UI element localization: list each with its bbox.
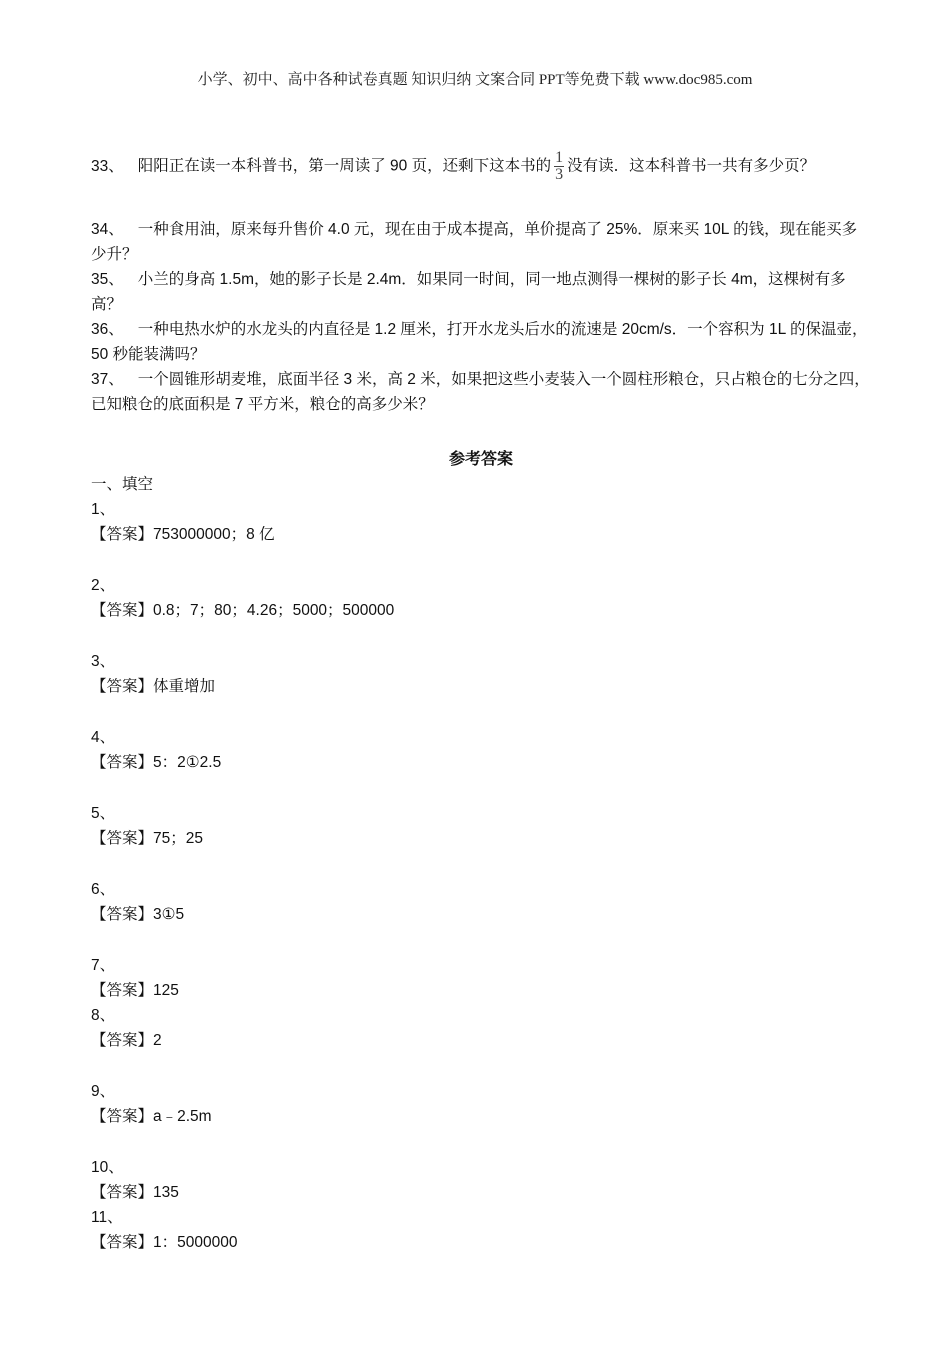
answer-text: 【答案】75；25 bbox=[91, 830, 203, 847]
answers-title: 参考答案 bbox=[448, 451, 513, 468]
answer-text: 【答案】753000000；8 亿 bbox=[91, 526, 275, 543]
document-body bbox=[91, 140, 871, 1255]
answer-number: 11、 bbox=[91, 1209, 123, 1226]
question-number: 37、 bbox=[91, 371, 124, 388]
question-number: 35、 bbox=[91, 271, 124, 288]
answer-number: 2、 bbox=[91, 577, 116, 594]
answer-number: 8、 bbox=[91, 1007, 116, 1024]
question-number: 34、 bbox=[91, 221, 124, 238]
answer-text: 【答案】135 bbox=[91, 1184, 179, 1201]
answer-number: 6、 bbox=[91, 881, 116, 898]
answer-number: 10、 bbox=[91, 1159, 124, 1176]
question-35 bbox=[91, 267, 871, 317]
question-text: 小兰的身高 1.5m，她的影子长是 2.4m．如果同一时间，同一地点测得一棵树的影子长 4m，这棵树有多高？ bbox=[91, 271, 846, 313]
answer-text: 【答案】5：2①2.5 bbox=[91, 754, 222, 771]
answer-10 bbox=[91, 1155, 871, 1205]
answer-number: 4、 bbox=[91, 729, 116, 746]
answer-text: 【答案】2 bbox=[91, 1032, 162, 1049]
section-heading: 一、填空 bbox=[91, 476, 154, 493]
answer-5 bbox=[91, 801, 871, 851]
answer-11 bbox=[91, 1205, 871, 1255]
answer-number: 1、 bbox=[91, 501, 116, 518]
answer-text: 【答案】a﹣2.5m bbox=[91, 1108, 212, 1125]
answer-text: 【答案】0.8；7；80；4.26；5000；500000 bbox=[91, 602, 395, 619]
question-text: 一个圆锥形胡麦堆，底面半径 3 米，高 2 米，如果把这些小麦装入一个圆柱形粮仓，只占粮仓的七分之四，已知粮仓的底面积是 7 平方米，粮仓的高多少米？ bbox=[91, 371, 870, 413]
question-text: 一种电热水炉的水龙头的内直径是 1.2 厘米，打开水龙头后水的流速是 20cm/s．一个容积为 1L 的保温壶，50 秒能装满吗？ bbox=[91, 321, 868, 363]
answer-2 bbox=[91, 573, 871, 623]
answer-4 bbox=[91, 725, 871, 775]
answer-number: 3、 bbox=[91, 653, 116, 670]
answer-text: 【答案】125 bbox=[91, 982, 179, 999]
question-number: 33、 bbox=[91, 157, 124, 175]
answer-text: 【答案】3①5 bbox=[91, 906, 185, 923]
question-33 bbox=[91, 150, 871, 183]
answer-9 bbox=[91, 1079, 871, 1129]
question-34 bbox=[91, 217, 871, 267]
answer-number: 5、 bbox=[91, 805, 116, 822]
answer-text: 【答案】体重增加 bbox=[91, 678, 216, 695]
question-text: 一种食用油，原来每升售价 4.0 元，现在由于成本提高，单价提高了 25%．原来买 10L 的钱，现在能买多少升？ bbox=[91, 221, 858, 263]
question-text: 没有读．这本科普书一共有多少页？ bbox=[567, 157, 816, 175]
question-37 bbox=[91, 367, 871, 417]
answer-number: 9、 bbox=[91, 1083, 116, 1100]
answer-6 bbox=[91, 877, 871, 927]
answer-1 bbox=[91, 497, 871, 547]
answer-number: 7、 bbox=[91, 957, 116, 974]
page-header: 小学、初中、高中各种试卷真题 知识归纳 文案合同 PPT等免费下载 www.doc985.com bbox=[197, 72, 753, 88]
answer-7 bbox=[91, 953, 871, 1003]
question-number: 36、 bbox=[91, 321, 124, 338]
question-text: 阳阳正在读一本科普书，第一周读了 90 页，还剩下这本书的 bbox=[137, 157, 552, 175]
fraction: $\frac{1}{3}$ bbox=[555, 149, 564, 183]
answer-8 bbox=[91, 1003, 871, 1053]
answer-text: 【答案】1：5000000 bbox=[91, 1234, 238, 1251]
question-36 bbox=[91, 317, 871, 367]
answer-3 bbox=[91, 649, 871, 699]
